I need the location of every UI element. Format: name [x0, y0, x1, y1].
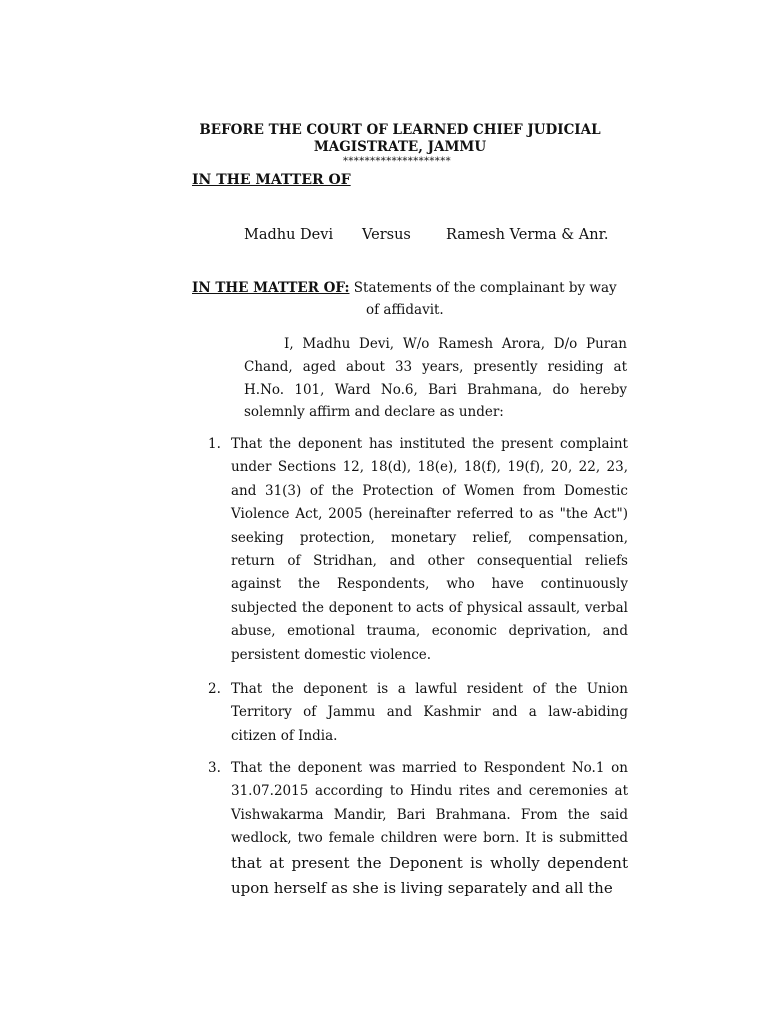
- paragraph-number: 2.: [208, 681, 221, 697]
- respondent-name: Ramesh Verma & Anr.: [446, 227, 609, 243]
- paragraph-text: That the deponent is a lawful resident of the Union Territory of Jammu and Kashmir and a law-abiding citizen of India.: [231, 681, 628, 744]
- petitioner-name: Madhu Devi: [244, 227, 334, 243]
- matter-2-text-line1: Statements of the complainant by way: [349, 280, 617, 296]
- court-heading: BEFORE THE COURT OF LEARNED CHIEF JUDICIAL MAGISTRATE, JAMMU: [199, 122, 601, 155]
- heading-separator: ********************: [343, 156, 451, 167]
- matter-2-text-line2: of affidavit.: [366, 302, 444, 318]
- matter-2-label: IN THE MATTER OF:: [192, 280, 350, 296]
- matter-heading-2: [192, 277, 632, 321]
- paragraph-text-part2: that at present the Deponent is wholly dependent upon herself as she is living separately and all the: [231, 853, 628, 898]
- paragraph-number: 1.: [208, 436, 221, 452]
- versus-label: Versus: [362, 227, 411, 243]
- paragraph-1: [208, 433, 628, 667]
- deponent-introduction: I, Madhu Devi, W/o Ramesh Arora, D/o Puran Chand, aged about 33 years, presently residing at H.No. 101, Ward No.6, Bari Brahmana, do hereby solemnly affirm and declare as under:: [244, 336, 627, 421]
- paragraph-text: [231, 757, 628, 901]
- paragraph-2: [208, 678, 628, 748]
- matter-heading-1: IN THE MATTER OF: [192, 172, 351, 188]
- paragraph-3: [208, 757, 628, 901]
- paragraph-text: That the deponent has instituted the present complaint under Sections 12, 18(d), 18(e), 18(f), 19(f), 20, 22, 23, and 31(3) of the Protection of Women from Domestic Violence Act, 2005 (hereinafter referred to as "the Act") seeking protection, monetary relief, compensation, return of Stridhan, and other consequential reliefs against the Respondents, who have continuously subjected the deponent to acts of physical assault, verbal abuse, emotional trauma, economic deprivation, and persistent domestic violence.: [231, 436, 628, 663]
- paragraph-text-part1: That the deponent was married to Respondent No.1 on 31.07.2015 according to Hindu rites and ceremonies at Vishwakarma Mandir, Bari Brahmana. From the said wedlock, two female children were born. It is submitted: [231, 760, 628, 847]
- paragraph-number: 3.: [208, 760, 221, 776]
